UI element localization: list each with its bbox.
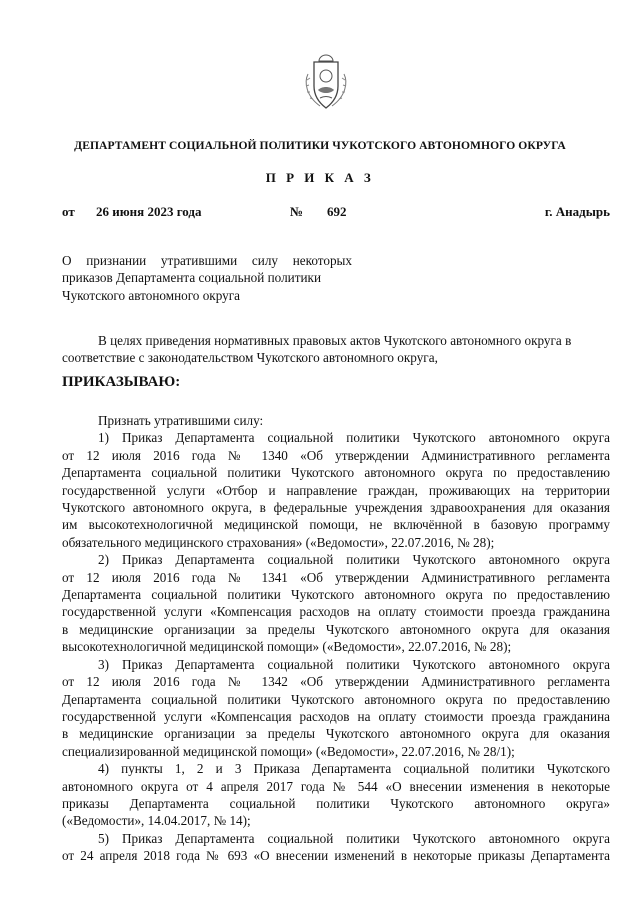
item-line: в медицинские организации за пределы Чукотского автономного округа для оказания	[62, 621, 610, 637]
order-subject	[62, 252, 352, 304]
document-type: П Р И К А З	[265, 170, 375, 185]
item-line: от 24 апреля 2018 года № 693 «О внесении изменений в некоторые приказы Департамента	[62, 848, 610, 864]
item-line: 1) Приказ Департамента социальной политики Чукотского автономного округа	[98, 430, 610, 446]
item-line: 4) пункты 1, 2 и 3 Приказа Департамента социальной политики Чукотского	[98, 761, 610, 777]
order-number: 692	[327, 204, 347, 219]
list-item	[62, 656, 610, 760]
subject-line: О признании утратившими силу некоторых	[62, 253, 352, 268]
list-item	[62, 760, 610, 830]
intro-line: Признать утратившими силу:	[98, 413, 264, 428]
item-line: специализированной медицинской помощи» («Ведомости», 22.07.2016, № 28/1);	[62, 743, 515, 759]
number-sign: №	[290, 204, 304, 219]
list-item	[62, 429, 610, 551]
subject-line: приказов Департамента социальной политики	[62, 270, 321, 286]
item-line: («Ведомости», 14.04.2017, № 14);	[62, 813, 251, 829]
item-line: 5) Приказ Департамента социальной политики Чукотского автономного округа	[98, 830, 610, 846]
item-line: 3) Приказ Департамента социальной политики Чукотского автономного округа	[98, 656, 610, 672]
item-line: обязательного медицинского страхования» («Ведомости», 22.07.2016, № 28);	[62, 534, 495, 550]
item-line: Департамента социальной политики Чукотского автономного округа по предоставлению	[62, 691, 610, 707]
list-item	[62, 830, 610, 865]
coat-of-arms-icon	[300, 52, 352, 112]
item-line: им высокотехнологичной медицинской помощи, не включённой в базовую программу	[62, 517, 610, 533]
preamble	[62, 332, 610, 367]
order-body	[62, 412, 610, 865]
city: г. Анадырь	[544, 204, 610, 219]
department-name: ДЕПАРТАМЕНТ СОЦИАЛЬНОЙ ПОЛИТИКИ ЧУКОТСКОГО АВТОНОМНОГО ОКРУГА	[74, 139, 566, 152]
item-line: от 12 июля 2016 года № 1341 «Об утверждении Административного регламента	[62, 569, 610, 585]
order-word: ПРИКАЗЫВАЮ:	[62, 374, 181, 390]
item-line: государственной услуги «Компенсация расходов на оплату стоимости проезда гражданина	[62, 708, 610, 724]
item-line: автономного округа от 4 апреля 2017 года № 544 «О внесении изменения в некоторые	[62, 778, 610, 794]
subject-line: Чукотского автономного округа	[62, 287, 240, 303]
item-line: государственной услуги «Отбор и направление граждан, проживающих на территории	[62, 482, 610, 498]
date-prefix: от	[62, 204, 75, 219]
item-line: от 12 июля 2016 года № 1342 «Об утверждении Административного регламента	[62, 674, 610, 690]
item-line: Чукотского автономного округа, в федеральные учреждения здравоохранения для оказания	[62, 500, 610, 516]
item-line: Департамента социальной политики Чукотского автономного округа по предоставлению	[62, 465, 610, 481]
item-line: высокотехнологичной медицинской помощи» («Ведомости», 22.07.2016, № 28);	[62, 639, 512, 655]
list-item	[62, 551, 610, 655]
item-line: приказы Департамента социальной политики Чукотского автономного округа»	[62, 795, 610, 811]
item-line: Департамента социальной политики Чукотского автономного округа по предоставлению	[62, 587, 610, 603]
item-line: в медицинские организации за пределы Чукотского автономного округа для оказания	[62, 726, 610, 742]
item-line: государственной услуги «Компенсация расходов на оплату стоимости проезда гражданина	[62, 604, 610, 620]
preamble-line: соответствие с законодательством Чукотского автономного округа,	[62, 350, 438, 366]
order-date: 26 июня 2023 года	[96, 204, 202, 219]
preamble-line: В целях приведения нормативных правовых актов Чукотского автономного округа в	[98, 333, 572, 348]
item-line: от 12 июля 2016 года № 1340 «Об утверждении Административного регламента	[62, 447, 610, 463]
item-line: 2) Приказ Департамента социальной политики Чукотского автономного округа	[98, 552, 610, 568]
